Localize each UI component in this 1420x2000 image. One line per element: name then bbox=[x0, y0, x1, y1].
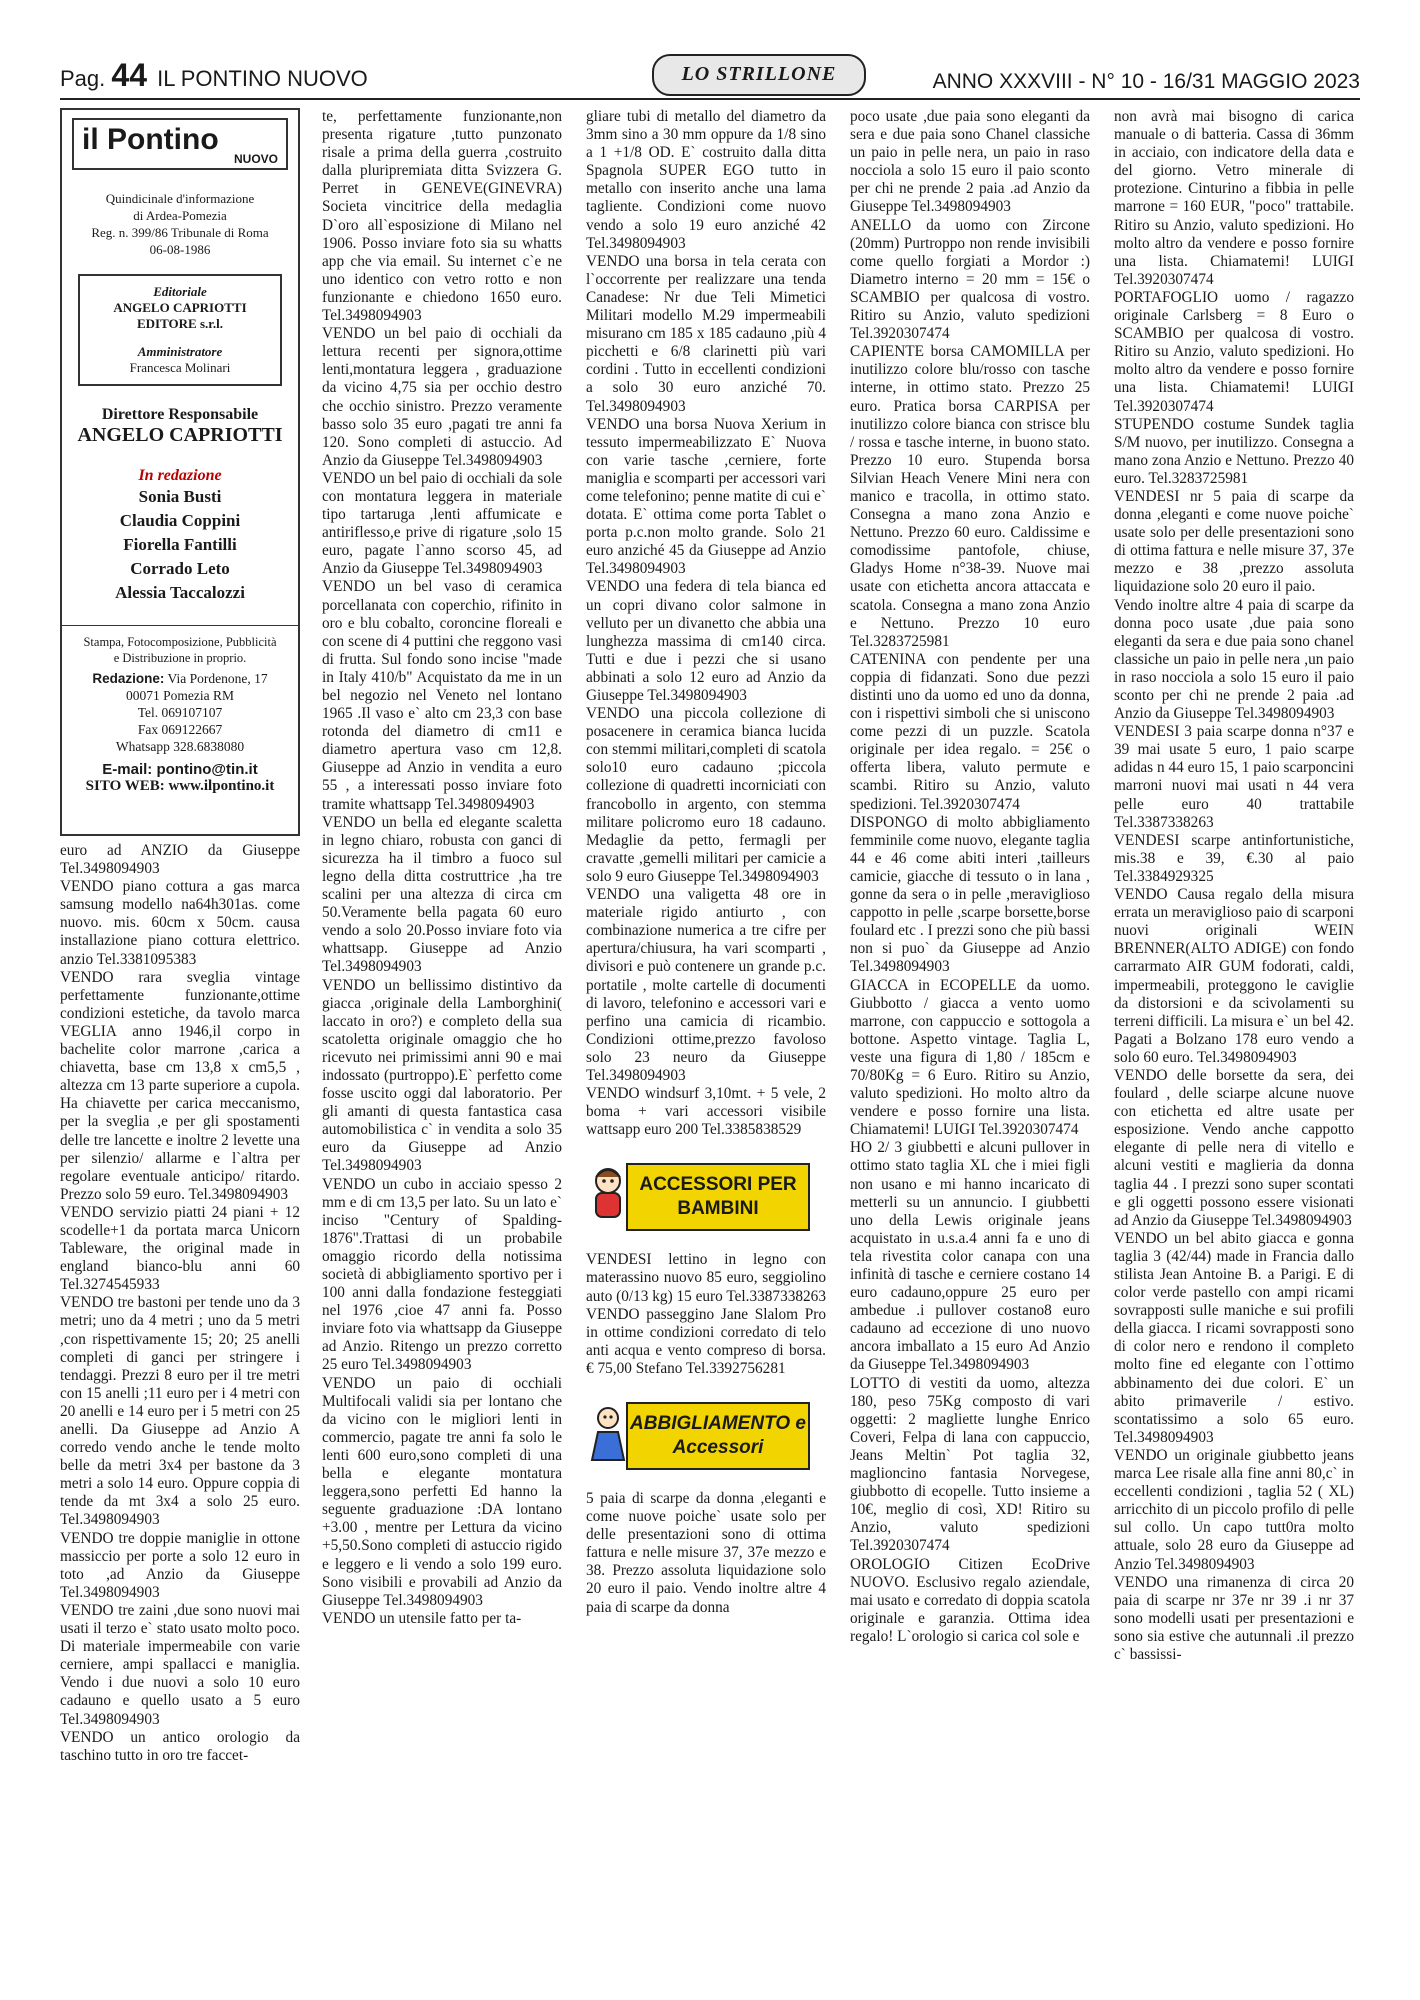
classified-ad: VENDO un bel paio di occhiali da sole con montatura leggera in materiale tipo tartaruga ,lenti affumicate e antiriflesso,e prive di rigature ,solo 15 euro, pagate l`anno scorso 45, ad Anzio da Giuseppe Tel.3498094903 bbox=[322, 469, 562, 578]
column-1 bbox=[60, 108, 300, 1970]
section-banner-bambini bbox=[586, 1153, 826, 1237]
redazione-member: Claudia Coppini bbox=[119, 511, 241, 530]
classified-ad: te, perfettamente funzionante,non presenta rigature ,tutto punzonato risale a prima della guerra ,costruito dalla pluripremiata ditta Svizzera G. Perret in GENEVE(GINEVRA) Societa vincitrice della medaglia D`oro all`esposizione di Milano nel 1906. Posso inviare foto sia su whatts app che via email. Su internet c`e ne uno identico con vetro rotto e non funzionante e chiedono 1650 euro. Tel.3498094903 bbox=[322, 108, 562, 325]
classified-ad: PORTAFOGLIO uomo / ragazzo originale Carlsberg = 8 Euro o SCAMBIO per qualcosa di vostro. Ritiro su Anzio, valuto spedizioni. Ho molto altro da vendere e posso fornire una lista. Chiamatemi! LUIGI Tel.3920307474 bbox=[1114, 288, 1354, 415]
classified-ad: VENDO un bel paio di occhiali da lettura recenti per signora,ottime lenti,montatura leggera , graduazione da vicino 4,75 sia per occhio destro che occhio sinistro. Prezzo veramente basso solo 35 euro ,pagati tre anni fa 120. Sono completi di astuccio. Ad Anzio da Giuseppe Tel.3498094903 bbox=[322, 325, 562, 469]
page-prefix: Pag. bbox=[60, 66, 106, 91]
classified-ad: CAPIENTE borsa CAMOMILLA per inutilizzo colore blu/rosso con tasche interne, in ottimo stato. Prezzo 25 euro. Pratica borsa CARPISA per inutilizzo colore bianca con strisce blu / rossa e tasche interne, in buono stato. Prezzo 10 euro. Stupenda borsa Silvian Heach Venere Mini nera con manico e tracolla, in ottimo stato. Consegna a mano zona Anzio e Nettuno. Prezzo 60 euro. Caldissime e comodissime pantofole, chiuse, Gladys Home n°38-39. Nuove mai usate con etichetta ancora attaccata e scatola. Consegna a mano zona Anzio e Nettuno. Prezzo 10 euro Tel.3283725981 bbox=[850, 343, 1090, 650]
classified-ad: 5 paia di scarpe da donna ,eleganti e come nuove poiche` usate solo per delle presentazioni sono di ottima fattura e nelle misure 37, 37e mezzo e 38. Prezzo assoluta liquidazione solo 20 euro il paio. Vendo inoltre altre 4 paia di scarpe da donna bbox=[586, 1490, 826, 1616]
amministratore-label: Amministratore bbox=[137, 344, 223, 359]
classified-ad: VENDO un paio di occhiali Multifocali validi sia per lontano che da vicino con le migliori lenti in commercio, pagate tre anni fa solo le lenti 600 euro,sono completi di una bella e elegante montatura leggera,sono perfetti Ed hanno la seguente graduazione :DA lontano +3.00 , mentre per Lettura da vicino +5,50.Sono completi di astuccio rigido e leggero e li vendo a solo 199 euro. Sono visibili e provabili ad Anzio da Giuseppe Tel.3498094903 bbox=[322, 1374, 562, 1609]
classified-ad: VENDO una borsa Nuova Xerium in tessuto impermeabilizzato E` Nuova con varie tasche ,cerniere, forte maniglia e scomparti per accessori vari come telefonino; penne matite di cui e` dotata. E` ottima come porta Tablet o porta p.c.non molto grande. Solo 21 euro anziché 45 da Giuseppe ad Anzio Tel.3498094903 bbox=[586, 415, 826, 578]
classified-ad: poco usate ,due paia sono eleganti da sera e due paia sono Chanel classiche un paio in pelle nera, un paio in raso nocciola a solo 15 euro il paio sconto per chi ne prende 2 paia .ad Anzio da Giuseppe Tel.3498094903 bbox=[850, 108, 1090, 216]
classified-ad: VENDESI 3 paia scarpe donna n°37 e 39 mai usate 5 euro, 1 paio scarpe adidas n 44 euro 15, 1 paio scarponcini marroni nuovi mai usati n 44 vera pelle euro 40 trattabile Tel.3387338263 bbox=[1114, 723, 1354, 831]
classified-ad: VENDO una federa di tela bianca ed un copri divano color salmone in velluto per un divanetto che abbia una lunghezza massima di cm140 circa. Tutti e due i pezzi che si usano abbinati a solo 12 euro ad Anzio da Giuseppe Tel.3498094903 bbox=[586, 578, 826, 704]
classified-ad: euro ad ANZIO da Giuseppe Tel.3498094903 bbox=[60, 842, 300, 878]
issue-info: ANNO XXXVIII - N° 10 - 16/31 MAGGIO 2023 bbox=[932, 70, 1360, 93]
info-line: 06-08-1986 bbox=[149, 242, 211, 257]
classified-ad: VENDO servizio piatti 24 piani + 12 scodelle+1 da portata marca Unicorn Tableware, the original made in england bianco-blu anni 60 Tel.3274545933 bbox=[60, 1203, 300, 1294]
classified-ad: LOTTO di vestiti da uomo, altezza 180, peso 75Kg composto di vari oggetti: 2 magliette lunghe Enrico Coveri, Felpa di lana con cappuccio, Jeans Meltin` Pot taglia 32, maglioncino fantasia Norvegese, giubbotto di ecopelle. Tutto insieme a 10€, meglio di così, XD! Ritiro su Anzio, valuto spedizioni Tel.3920307474 bbox=[850, 1374, 1090, 1555]
info-line: di Ardea-Pomezia bbox=[133, 208, 227, 223]
classifieds-columns bbox=[60, 108, 1360, 1970]
redazione-member: Alessia Taccalozzi bbox=[115, 583, 245, 602]
contact-block bbox=[72, 670, 288, 755]
column-4 bbox=[850, 108, 1090, 1970]
classified-ad: VENDO tre doppie maniglie in ottone massiccio per porte a solo 12 euro in toto ,ad Anzio da Giuseppe Tel.3498094903 bbox=[60, 1529, 300, 1601]
section-banner-abbigliamento bbox=[586, 1392, 826, 1476]
classified-ad: VENDO piano cottura a gas marca samsung modello na64h301as. come nuovo. mis. 60cm x 50cm. causa installazione piano cottura elettrico. anzio Tel.3381095383 bbox=[60, 878, 300, 968]
brand-title: il Pontino bbox=[82, 123, 219, 156]
stampa-line: Stampa, Fotocomposizione, Pubblicità bbox=[83, 635, 277, 649]
column-2 bbox=[322, 108, 562, 1970]
classified-ad: VENDO Causa regalo della misura errata un meraviglioso paio di scarponi nuovi originali WEIN BRENNER(ALTO ADIGE) con fondo carrarmato AIR GUM fodorati, caldi, impermeabili, proteggono le caviglie da distorsioni e da scivolamenti su terreni difficili. La misura e` un bel 42. Pagati a Bolzano 178 euro vendo a solo 60 euro. Tel.3498094903 bbox=[1114, 886, 1354, 1066]
classified-ad: VENDO un cubo in acciaio spesso 2 mm e di cm 13,5 per lato. Su un lato e` inciso "Century of Spalding-1876".Trattasi di un probabile omaggio ricordo della notissima società di abbigliamento sportivo per i 100 anni dalla fondazione festeggiati nel 1976 ,cioe 47 anni fa. Posso inviare foto via whattsapp da Giuseppe ad Anzio. Ritengo un prezzo corretto 25 euro Tel.3498094903 bbox=[322, 1175, 562, 1374]
editor-box bbox=[78, 274, 282, 386]
brand-subtitle: NUOVO bbox=[233, 152, 278, 166]
classified-ad: VENDO un antico orologio da taschino tutto in oro tre faccet- bbox=[60, 1728, 300, 1764]
classified-ad: VENDO una rimanenza di circa 20 paia di scarpe nr 37e nr 39 .i nr 37 sono modelli usati per presentazioni e sono sia estive che autunnali .il prezzo c` bassissi- bbox=[1114, 1573, 1354, 1663]
redazione-label: In redazione bbox=[138, 467, 222, 484]
classified-ad: DISPONGO di molto abbigliamento femminile come nuovo, elegante taglia 44 e 46 come abiti interi ,tailleurs camicie, giacche di tessuto o in lana , gonne da sera o in pelle ,meraviglioso cappotto in pelle ,scarpe borsette,borse foulard etc . I prezzi sono che più bassi non si puo` da Giuseppe ad Anzio Tel.3498094903 bbox=[850, 813, 1090, 976]
column-3 bbox=[586, 108, 826, 1970]
masthead-box bbox=[60, 108, 300, 836]
redazione-member: Sonia Busti bbox=[138, 487, 222, 506]
phone-number: Tel. 069107107 bbox=[137, 705, 223, 720]
stampa-line: e Distribuzione in proprio. bbox=[113, 651, 247, 665]
page-header bbox=[60, 58, 1360, 100]
classified-ad: VENDO un bella ed elegante scaletta in legno chiaro, robusta con ganci di sicurezza ha il timbro a fuoco sul legno della ditta costruttrice ,ha tre scalini per una altezza di circa cm 50.Veramente bella pagata 60 euro vendo a solo 20.Posso inviare foto via whattsapp. Giuseppe ad Anzio Tel.3498094903 bbox=[322, 813, 562, 976]
classified-ad: VENDO rara sveglia vintage perfettamente funzionante,ottime condizioni estetiche, da tavolo marca VEGLIA anno 1946,il corpo in bachelite color marrone ,carica a chiavetta, base cm 13,8 x cm5,5 , altezza cm 13 parte superiore a cupola. Ha chiavette per carica meccanismo, per la sveglia ,e per gli spostamenti delle tre lancette e inoltre 2 levette una per silenzio/ allarme e l`altra per regolare eventuale anticipo/ ritardo. Prezzo solo 59 euro. Tel.3498094903 bbox=[60, 968, 300, 1203]
redazione-list bbox=[72, 485, 288, 605]
column-5 bbox=[1114, 108, 1354, 1970]
classified-ad: VENDESI nr 5 paia di scarpe da donna ,eleganti e come nuove poiche` usate solo per delle presentazioni sono di ottima fattura e nelle misure 37, 37e mezzo e 38 ,prezzo assoluta liquidazione solo 20 euro il paio. bbox=[1114, 487, 1354, 596]
address-city: 00071 Pomezia RM bbox=[126, 688, 234, 703]
email-address[interactable]: E-mail: pontino@tin.it bbox=[102, 761, 258, 778]
classified-ad: gliare tubi di metallo del diametro da 3mm sino a 30 mm oppure da 1/8 sino a 1 +1/8 OD. E` costruito dalla ditta Spagnola SUPER EGO tutto in metallo con inserito anche una lama tagliente. Condizioni come nuovo vendo a solo 19 euro anziché 42 Tel.3498094903 bbox=[586, 108, 826, 252]
classified-ad: Vendo inoltre altre 4 paia di scarpe da donna poco usate ,due paia sono eleganti da sera e due paia sono chanel classiche un paio in pelle nera ,un paio in raso nocciola a solo 15 euro il paio sconto per chi ne prende 2 paia .ad Anzio da Giuseppe Tel.3498094903 bbox=[1114, 596, 1354, 723]
brand-box bbox=[72, 118, 288, 170]
page-number: 44 bbox=[111, 57, 147, 93]
classified-ad: VENDO tre zaini ,due sono nuovi mai usati il terzo e` stato usato molto poco. Di materiale impermeabile con varie cerniere, ampi spallacci e maniglia. Vendo i due nuovi a solo 10 euro cadauno e quello usato a 5 euro Tel.3498094903 bbox=[60, 1601, 300, 1728]
amministratore-name: Francesca Molinari bbox=[129, 360, 231, 375]
section-title: ABBIGLIAMENTO e Accessori bbox=[626, 1402, 810, 1470]
classified-ad: non avrà mai bisogno di carica manuale o di batteria. Cassa di 36mm in acciaio, con indicatore della data e del giorno. Vetro minerale di protezione. Cinturino a fibbia in pelle marrone = 160 EUR, "poco" trattabile. Ritiro su Anzio, valuto spedizioni. Ho molto altro da vendere e posso fornire una lista. Chiamatemi! LUIGI Tel.3920307474 bbox=[1114, 108, 1354, 288]
classified-ad: VENDO delle borsette da sera, dei foulard , delle sciarpe alcune nuove con etichetta ed altre usate per esposizione. Vendo anche cappotto elegante di pelle nera di vitello e alcuni vestiti e maglieria da donna taglia 44 . I prezzi sono super scontati e gli oggetti possono essere visionati ad Anzio da Giuseppe Tel.3498094903 bbox=[1114, 1066, 1354, 1229]
classified-ad: VENDO un originale giubbetto jeans marca Lee risale alla fine anni 80,c` in eccellenti condizioni , taglia 52 ( XL) arricchito di un piccolo profilo di pelle sul collo. Un capo tutt0ra molto attuale, solo 28 euro da Giuseppe ad Anzio Tel.3498094903 bbox=[1114, 1446, 1354, 1573]
classified-ad: ANELLO da uomo con Zircone (20mm) Purtroppo non rende invisibili come quello forgiati a Mordor :) Diametro interno = 20 mm = 15€ o SCAMBIO per qualcosa di vostro. Ritiro su Anzio, valuto spedizioni Tel.3920307474 bbox=[850, 216, 1090, 343]
dress-mascot-icon bbox=[586, 1404, 630, 1464]
classified-ad: VENDESI lettino in legno con materassino nuovo 85 euro, seggiolino auto (0/13 kg) 15 euro Tel.3387338263 bbox=[586, 1251, 826, 1305]
redazione-member: Fiorella Fantilli bbox=[123, 535, 237, 554]
classified-ad: GIACCA in ECOPELLE da uomo. Giubbotto / giacca a vento uomo marrone, con cappuccio e sottogola a bottone. Aspetto vintage. Taglia L, veste una figura di 1,80 / 185cm e 70/80Kg = 6 Euro. Ritiro su Anzio, valuto spedizioni. Ho molto altro da vendere e posso fornire una lista. Chiamatemi! LUIGI Tel.3920307474 bbox=[850, 976, 1090, 1139]
classified-ad: VENDO tre bastoni per tende uno da 3 metri; uno da 4 metri ; uno da 5 metri ,con rispettivamente 15; 20; 25 anelli completi di ganci per stringere i tendaggi. Prezzi 8 euro per il tre metri con 15 anelli ;11 euro per i 4 metri con 20 anelli e 14 euro per i 5 metri con 25 anelli. Da Giuseppe ad Anzio A corredo vendo anche le tende molto belle da metri 3x4 per bastone da 3 metri a solo 14 euro. Oppure coppia di tende da mt 3x4 a solo 25 euro. Tel.3498094903 bbox=[60, 1294, 300, 1529]
whatsapp-number: Whatsapp 328.6838080 bbox=[115, 739, 245, 754]
classified-ad: HO 2/ 3 giubbetti e alcuni pullover in ottimo stato taglia XL che i miei figli non usano e mi hanno incaricato di metterli su un annuncio. I giubbetti uno della Lewis originale jeans acquistato in u.s.a.4 anni fa e uno di tela rivestita color canapa con una infinità di tasche e cerniere costano 14 euro cadauno,oppure 25 euro per ambedue .i pullover costano8 euro cadauno ad eccezione di uno nuovo ancora imballato a 15 euro Ad Anzio da Giuseppe Tel.3498094903 bbox=[850, 1139, 1090, 1374]
classified-ad: VENDO una piccola collezione di posacenere in ceramica bianca lucida con stemmi militari,completi di scatola solo10 euro cadauno ;piccola collezione di quadretti incorniciati con francobollo in argento, con stemma militare policromo euro 18 cadauno. Medaglie da petto, fermagli per cravatte ,gemelli militari per camicie a solo 9 euro Giuseppe Tel.3498094903 bbox=[586, 705, 826, 885]
direttore-label: Direttore Responsabile bbox=[101, 406, 259, 423]
logo-text: LO STRILLONE bbox=[681, 63, 837, 85]
classified-ad: STUPENDO costume Sundek taglia S/M nuovo, per inutilizzo. Consegna a mano zona Anzio e Nettuno. Prezzo 40 euro. Tel.3283725981 bbox=[1114, 415, 1354, 487]
editoriale-label: Editoriale bbox=[153, 284, 207, 299]
website-link[interactable]: SITO WEB: www.ilpontino.it bbox=[85, 778, 275, 794]
info-line: Quindicinale d'informazione bbox=[105, 191, 255, 206]
address-label: Redazione: bbox=[92, 671, 165, 686]
classified-ad: VENDO windsurf 3,10mt. + 5 vele, 2 boma + vari accessori visibile wattsapp euro 200 Tel.3385838529 bbox=[586, 1085, 826, 1139]
child-mascot-icon bbox=[586, 1165, 630, 1225]
editore-name: ANGELO CAPRIOTTI EDITORE s.r.l. bbox=[113, 300, 247, 331]
classified-ad: VENDO un bel vaso di ceramica porcellanata con coperchio, rifinito in oro e blu cobalto, coroncine floreali e con scene di 4 puttini che reggono vasi di frutta. Sul fondo sono incise "made in Italy 410/b" Acquistato da me in un bel negozio nel Veneto nel lontano 1965 .Il vaso e` alto cm 23,3 con base rotonda del diametro di cm11 e diametro apertura vaso cm 12,8. Giuseppe ad Anzio in vendita a euro 55 , a interessati posso inviare foto tramite whattsapp Tel.3498094903 bbox=[322, 578, 562, 813]
fax-number: Fax 069122667 bbox=[137, 722, 223, 737]
classified-ad: VENDO una borsa in tela cerata con l`occorrente per realizzare una tenda Canadese: Nr due Teli Mimetici Militari modello M.29 impermeabili misurano cm 185 x 185 cadauno ,più 4 picchetti e 6/8 clarinetti più vari cordini . Tutto in eccellenti condizioni a solo 30 euro anziché 70. Tel.3498094903 bbox=[586, 252, 826, 415]
section-title: ACCESSORI PER BAMBINI bbox=[626, 1163, 810, 1231]
publication-name: IL PONTINO NUOVO bbox=[157, 66, 368, 91]
classified-ad: VENDO una valigetta 48 ore in materiale rigido antiurto , con combinazione numerica a tre cifre per apertura/chiusura, ha vari scomparti , divisori e può contenere un grande p.c. portatile , molte cartelle di documenti di lavoro, telefonino e accessori vari e perfino una camicia di ricambio. Condizioni ottime,prezzo favoloso solo 23 neuro da Giuseppe Tel.3498094903 bbox=[586, 886, 826, 1084]
address-street: Via Pordenone, 17 bbox=[167, 671, 268, 686]
classified-ad: CATENINA con pendente per una coppia di fidanzati. Sono due pezzi distinti uno da uomo ed uno da donna, con i rispettivi simboli che si uniscono come pezzi di un puzzle. Scatola originale per idea regalo. = 25€ o offerta libera, valuto permute e scambi. Ritiro su Anzio, valuto spedizioni. Tel.3920307474 bbox=[850, 650, 1090, 813]
classified-ad: VENDO un utensile fatto per ta- bbox=[322, 1609, 522, 1627]
classified-ad: VENDESI scarpe antinfortunistiche, mis.38 e 39, €.30 al paio Tel.3384929325 bbox=[1114, 831, 1354, 885]
classified-ad: OROLOGIO Citizen EcoDrive NUOVO. Esclusivo regalo aziendale, mai usato e corredato di doppia scatola originale e garanzia. Ottima idea regalo! L`orologio si carica col sole e bbox=[850, 1555, 1090, 1645]
direttore-name: ANGELO CAPRIOTTI bbox=[77, 424, 283, 446]
info-line: Reg. n. 399/86 Tribunale di Roma bbox=[91, 225, 269, 240]
strillone-logo bbox=[652, 54, 866, 96]
classified-ad: VENDO un bellissimo distintivo da giacca ,originale della Lamborghini( laccato in oro?) e completo della sua scatoletta originale omaggio che ho ricevuto nei primissimi anni 90 e mai indossato (purtroppo).E` perfetto come fosse uscito oggi dal laboratorio. Per gli amanti di questa fantastica casa automobilistica c` in vendita a solo 35 euro da Giuseppe ad Anzio Tel.3498094903 bbox=[322, 976, 562, 1175]
page-label bbox=[60, 57, 368, 94]
classified-ad: VENDO passeggino Jane Slalom Pro in ottime condizioni corredato di telo anti acqua e vento compreso di borsa. € 75,00 Stefano Tel.3392756281 bbox=[586, 1305, 826, 1377]
registration-info bbox=[72, 190, 288, 258]
redazione-member: Corrado Leto bbox=[130, 559, 230, 578]
classified-ad: VENDO un bel abito giacca e gonna taglia 3 (42/44) made in Francia dallo stilista Jean Antoine B. a Parigi. E di color verde pastello con ampi ricami sovrapposti sulle maniche e sui profili della giacca. I ricami sovrapposti sono di color nero e rendono il completo molto fine ed elegante con l`ottimo abbinamento dei due colori. E` un abito primaverile / estivo. scontatissimo a solo 65 euro. Tel.3498094903 bbox=[1114, 1229, 1354, 1446]
